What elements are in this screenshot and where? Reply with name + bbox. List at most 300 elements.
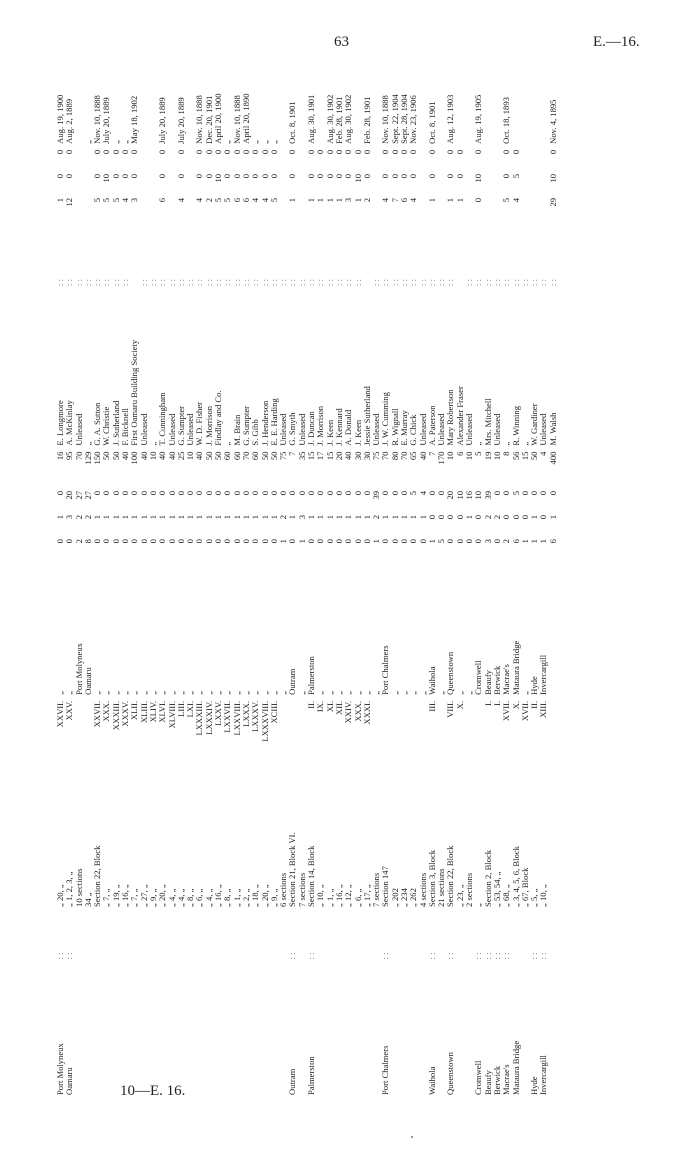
cell-lessee: G. Smyth [287,412,298,446]
cell-lead2: : : [445,279,456,286]
page-number: 63 [334,34,349,50]
footer-signature: 10—E. 16. [120,1083,186,1099]
cell-r1: 0 [491,539,502,544]
cell-r1: 0 [352,539,363,544]
cell-amt: 4 [538,451,549,456]
cell-lead2: : : [482,279,493,286]
cell-lessee: Unleased [296,413,307,446]
cell-p3 [530,147,539,171]
cell-p3: 0 [398,149,409,155]
table-row [316,68,325,1098]
cell-town: „ [213,691,224,695]
cell-lessee: Unleased [538,413,549,446]
cell-place [409,962,418,1098]
cell-r3: 0 [361,490,372,496]
cell-block: X. [510,700,521,710]
cell-p1: 6 [398,197,409,203]
cell-p3: 0 [454,149,465,155]
cell-place [93,962,102,1098]
table-row [363,68,372,1098]
table-row [381,68,390,1098]
cell-place: Beaufy [482,1070,493,1095]
cell-block: XCIII. [268,700,279,724]
cell-r3: 20 [445,490,456,500]
cell-r1: 0 [64,539,75,544]
cell-p2: 0 [324,173,335,179]
cell-r2: 0 [436,514,447,520]
cell-p2: 0 [64,173,75,179]
cell-r2: 1 [222,514,233,520]
cell-section: „ [473,903,484,907]
cell-r1: 0 [120,539,131,544]
cell-date [512,68,521,147]
cell-r3: 0 [278,490,289,496]
cell-r1: 0 [231,539,242,544]
cell-lead2: : : [55,279,65,286]
cell-lead [400,910,409,962]
cell-section: 34 „ [82,892,93,907]
cell-section: „ 3, 4, 5, 6, Block [510,846,521,907]
cell-lead2: : : [278,279,289,286]
cell-place [251,962,260,1098]
cell-r1: 0 [166,539,177,544]
cell-date: May 18, 1902 [129,95,140,144]
cell-lead2: : : [110,279,121,286]
cell-section: Section 147 [380,866,391,907]
cell-town: Mataura Bridge [510,640,521,695]
cell-lead2: : : [473,279,484,286]
cell-p3 [140,147,149,171]
cell-place: Hyde [529,1076,540,1095]
cell-town: „ [333,691,344,695]
cell-r1: 0 [287,539,298,544]
cell-date: Nov. 10, 1888 [92,95,103,144]
cell-lead [195,910,204,962]
cell-r1: 1 [538,539,549,544]
cell-section: Section 2, Block [482,849,493,907]
table-row [428,68,437,1098]
cell-date: Dec. 20, 1901 [203,95,214,144]
cell-lead [242,910,251,962]
cell-lead2: : : [231,279,242,286]
cell-amt: 65 [408,451,419,461]
cell-date: „ [82,140,93,144]
cell-p3: 0 [333,149,344,155]
cell-section: 4 sections [417,872,428,907]
cell-section: „ 1, „ [231,888,242,907]
cell-lead [456,910,465,962]
cell-r3: 27 [73,490,84,500]
cell-lead2: : : [222,279,233,286]
table-row [56,68,65,1098]
cell-lessee: G. Sumpter [240,405,251,446]
cell-lead: : : [380,952,391,960]
cell-amt: 150 [92,451,103,465]
cell-p1: 3 [129,197,140,203]
cell-r2: 1 [120,514,131,520]
cell-r1: 2 [73,539,84,544]
cell-block: X. [454,700,465,710]
cell-block: VIII. [445,700,456,718]
cell-p3: 0 [259,149,270,155]
cell-r3: 0 [268,490,279,496]
cell-lessee: A. Paterson [426,405,437,446]
cell-amt: 50 [529,451,540,461]
cell-r1: 0 [315,539,326,544]
table-row [214,68,223,1098]
cell-r2: 2 [82,514,93,520]
cell-r3: 0 [352,490,363,496]
cell-p2: 0 [250,173,261,179]
cell-r3: 0 [380,490,391,496]
cell-r3: 0 [101,490,112,496]
cell-amt: 15 [519,451,530,461]
cell-date: „ [120,140,131,144]
cell-r1: 0 [157,539,168,544]
cell-r2: 1 [175,514,186,520]
cell-date: July 20, 1889 [101,97,112,144]
cell-lessee: A. Donald [343,409,354,446]
cell-p2: 0 [426,173,437,179]
cell-lead [270,910,279,962]
cell-r3: 0 [306,490,317,496]
cell-r1: 0 [343,539,354,544]
cell-town: „ [296,691,307,695]
cell-section: „ 8, „ [185,888,196,907]
cell-r3: 20 [64,490,75,500]
cell-lead2: : : [147,279,158,286]
cell-p1: 12 [64,197,75,207]
table-row [130,68,139,1098]
cell-amt: 50 [213,451,224,461]
cell-lead [363,910,372,962]
cell-r3: 0 [129,490,140,496]
cell-town [549,560,558,698]
cell-town: „ [259,691,270,695]
cell-amt: 7 [426,451,437,456]
table-row [344,68,353,1098]
cell-block: LXXXVIII. [259,700,270,742]
cell-town: Port Molyneux [73,643,84,695]
cell-lead2: : : [380,279,391,286]
cell-town: „ [454,691,465,695]
cell-p2: 0 [343,173,354,179]
cell-r3: 0 [166,490,177,496]
cell-town: „ [138,691,149,695]
cell-r3: 5 [408,490,419,496]
cell-place [354,962,363,1098]
cell-r3: 0 [389,490,400,496]
cell-lead [177,910,186,962]
cell-r1: 6 [547,539,558,544]
cell-lessee: „ [222,441,233,446]
cell-p3: 0 [129,149,140,155]
cell-block: XVII. [501,700,512,722]
cell-p1: 1 [426,197,437,203]
cell-block [474,698,483,764]
cell-p1: 0 [473,197,484,203]
cell-p3: 0 [194,149,205,155]
cell-p1 [140,195,149,219]
cell-section: „ 12, „ [343,884,354,907]
cell-amt: 15 [306,451,317,461]
cell-town: „ [352,691,363,695]
cell-p1: 29 [547,197,558,207]
cell-lessee: Unleased [185,413,196,446]
cell-r2: 1 [185,514,196,520]
cell-date [75,68,84,147]
cell-town: „ [203,691,214,695]
cell-amt: 50 [101,451,112,461]
cell-town: „ [417,691,428,695]
cell-town: „ [361,691,372,695]
cell-lead2: : : [120,279,131,286]
table-row [93,68,102,1098]
cell-lead2: : : [371,279,382,286]
cell-place [158,962,167,1098]
cell-block: XXV. [64,700,75,721]
cell-block: LXXVII. [222,700,233,733]
cell-r2: 2 [371,514,382,520]
cell-town: Palmerston [306,656,317,695]
cell-town: „ [436,691,447,695]
cell-amt: 10 [445,451,456,461]
cell-r1: 2 [501,539,512,544]
cell-lessee: Jessie Sutherland [361,386,372,446]
cell-block: I. [482,700,493,706]
cell-section: „ 6, „ [194,888,205,907]
cell-section: „ 1, „ [324,888,335,907]
cell-p1 [521,195,530,219]
cell-r2: 1 [129,514,140,520]
cell-r3: 0 [333,490,344,496]
cell-lead [112,910,121,962]
cell-p1: 1 [55,197,65,203]
cell-lessee: First Oamaru Building Society [129,339,140,446]
cell-town: „ [315,691,326,695]
table-row [437,68,446,1098]
cell-r1: 0 [185,539,196,544]
cell-place: Invercargill [538,1055,549,1095]
cell-date: July 20, 1889 [175,97,186,144]
cell-lead [335,910,344,962]
cell-place: Macrae's [501,1064,512,1095]
cell-lessee: J. Sutherland [110,400,121,446]
cell-town: Beaufy [482,670,493,695]
cell-p2: 0 [501,173,512,179]
cell-p1: 5 [222,197,233,203]
cell-place [102,962,111,1098]
cell-date: Nov. 10, 1888 [194,95,205,144]
cell-r3: 0 [398,490,409,496]
cell-p1: 4 [510,197,521,203]
cell-town: „ [231,691,242,695]
cell-p2: 0 [194,173,205,179]
cell-r1: 0 [129,539,140,544]
cell-p1: 4 [259,197,270,203]
document-code: E.—16. [593,34,640,50]
cell-place [261,962,270,1098]
cell-amt: 50 [268,451,279,461]
cell-lessee: W. Christie [101,406,112,446]
cell-town: Macrae's [501,664,512,695]
cell-r3: 0 [120,490,131,496]
cell-lead [326,910,335,962]
cell-r2: 1 [306,514,317,520]
cell-p1 [530,195,539,219]
cell-r3: 0 [222,490,233,496]
cell-section: „ 4, „ [166,888,177,907]
cell-section: Section 22, Block [445,845,456,907]
cell-lead [168,910,177,962]
cell-amt: 19 [482,451,493,461]
cell-r2: 1 [203,514,214,520]
cell-r1: 0 [473,539,484,544]
cell-lessee: „ [82,441,93,446]
cell-town: „ [398,691,409,695]
cell-date: April 20, 1900 [213,93,224,144]
cell-p1: 1 [352,197,363,203]
cell-lead2: : : [296,279,307,286]
cell-lead2: : : [259,279,270,286]
cell-r3: 0 [231,490,242,496]
cell-block [465,698,474,764]
cell-block: LXXXIII. [194,700,205,736]
cell-p2: 0 [268,173,279,179]
cell-town: Cromwell [473,660,484,695]
cell-p3: 0 [408,149,419,155]
cell-r3: 0 [491,490,502,496]
cell-block: LXI. [185,700,196,718]
cell-section: „ 20, „ [55,884,65,907]
table-row [270,68,279,1098]
cell-section: „ 1, 2, 3, „ [64,871,75,907]
cell-place [130,962,139,1098]
cell-r2: 1 [361,514,372,520]
cell-p1: 6 [157,197,168,203]
cell-p3 [75,147,84,171]
cell-lead2: : : [250,279,261,286]
cell-block [549,698,558,764]
cell-place: Berwick [491,1065,502,1095]
cell-r1: 1 [296,539,307,544]
cell-lead [354,910,363,962]
cell-section: „ 10, „ [538,884,549,907]
cell-date: Sept. 28, 1904 [398,94,409,144]
cell-amt: 30 [361,451,372,461]
cell-date: Feb. 28, 1901 [333,96,344,144]
cell-lead2: : : [73,279,84,286]
cell-p2 [521,171,530,195]
cell-p1: 5 [110,197,121,203]
cell-lessee: „ [519,441,530,446]
cell-r3: 0 [250,490,261,496]
cell-lead2: : : [185,279,196,286]
cell-r1: 5 [436,539,447,544]
cell-p1: 6 [231,197,242,203]
cell-p2: 0 [333,173,344,179]
cell-lessee: J. W. Cumming [380,392,391,446]
cell-lead [214,910,223,962]
cell-block: LIII. [175,700,186,717]
cell-r2: 1 [287,514,298,520]
cell-r2: 1 [110,514,121,520]
cell-lead [84,910,93,962]
cell-lessee: J. Duncan [306,411,317,446]
cell-block: LXXXV. [250,700,261,732]
cell-date [456,68,465,147]
cell-block: LXXVIII. [231,700,242,736]
cell-r2: 1 [157,514,168,520]
cell-amt: 15 [324,451,335,461]
cell-section: „ 262 [408,888,419,907]
table-row [102,68,111,1098]
cell-lessee: J. Kennard [333,408,344,446]
cell-block: III. [426,700,437,712]
cell-lead2: : : [287,279,298,286]
table-row [195,68,204,1098]
cell-town: „ [194,691,205,695]
cell-place: Oamaru [64,1067,75,1095]
cell-r2: 1 [101,514,112,520]
cell-r1: 6 [510,539,521,544]
cell-block: XVII. [519,700,530,722]
table-row [456,68,465,1098]
cell-block: LXXX. [240,700,251,727]
cell-r1: 0 [454,539,465,544]
cell-p3: 0 [250,149,261,155]
cell-amt: 25 [175,451,186,461]
cell-town: „ [389,691,400,695]
cell-p1: 5 [213,197,224,203]
cell-amt: 20 [333,451,344,461]
cell-lead: : : [482,952,493,960]
cell-r2: 1 [250,514,261,520]
cell-lead2: : : [157,279,168,286]
cell-amt: 10 [147,451,158,461]
cell-r3: 0 [203,490,214,496]
cell-p2 [75,171,84,195]
cell-date [140,68,149,147]
table-row [335,68,344,1098]
cell-r1: 0 [361,539,372,544]
cell-amt: 60 [231,451,242,461]
cell-date: „ [222,140,233,144]
cell-lead2: : : [64,279,75,286]
cell-block [409,698,418,764]
cell-town: „ [185,691,196,695]
cell-r3: 0 [55,490,65,496]
cell-lead2: : : [138,279,149,286]
table-row [186,68,195,1098]
table-row [493,68,502,1098]
cell-amt: 75 [278,451,289,461]
cell-lead [158,910,167,962]
table-row [242,68,251,1098]
cell-place [149,962,158,1098]
table-row [121,68,130,1098]
cell-lead [549,910,558,962]
cell-section: Section 21, Block VI. [287,832,298,907]
cell-section: „ 16, „ [333,884,344,907]
cell-r2: 1 [194,514,205,520]
cell-amt: 400 [547,451,558,465]
cell-p1: 3 [343,197,354,203]
cell-town: „ [157,691,168,695]
cell-r1: 0 [259,539,270,544]
table-row [512,68,521,1098]
table-row [205,68,214,1098]
